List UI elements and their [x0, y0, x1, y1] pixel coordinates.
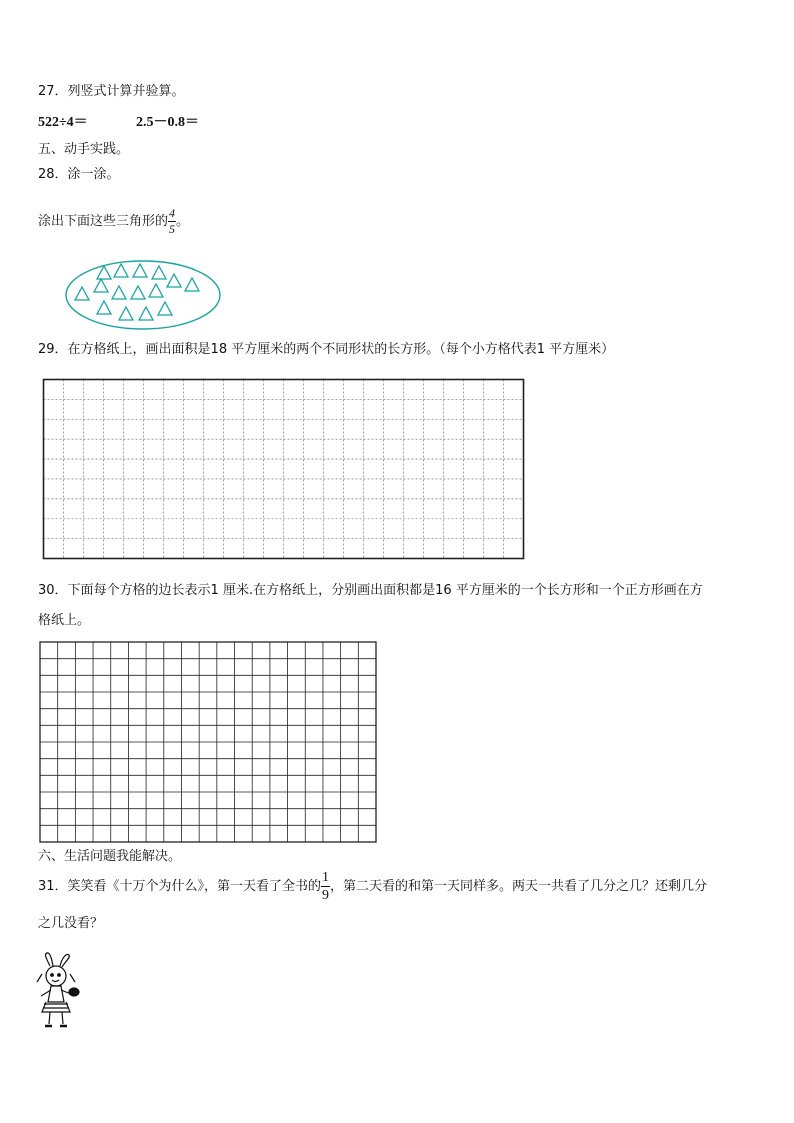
q28-instruction-prefix: 涂出下面这些三角形的 [38, 214, 169, 229]
bunny-ear-left [46, 953, 53, 966]
q27-title: 27．列竖式计算并验算。 [38, 84, 185, 99]
fraction-bar [321, 886, 330, 887]
q28-instruction [38, 206, 189, 238]
q31-fraction-denominator: 9 [322, 888, 330, 903]
q31-suffix: ，第二天看的和第一天同样多。两天一共看了几分之几？还剩几分 [330, 879, 708, 894]
triangle[interactable] [131, 286, 145, 299]
eye-right [58, 974, 61, 977]
triangle[interactable] [97, 266, 111, 279]
cartoon-girl-illustration [34, 952, 86, 1032]
held-ball [69, 988, 79, 996]
q30-title-line-2: 格纸上。 [38, 613, 91, 628]
section-6-title: 六、生活问题我能解决。 [38, 849, 182, 864]
triangle[interactable] [97, 301, 111, 314]
q28-fraction-denominator: 5 [169, 222, 176, 236]
q30-title-line-1: 30．下面每个方格的边长表示1 厘米.在方格纸上，分别画出面积都是16 平方厘米的一个长方形和一个正方形画在方 [38, 583, 703, 598]
skirt-pattern [43, 1004, 69, 1008]
triangle[interactable] [114, 264, 128, 277]
triangle[interactable] [112, 286, 126, 299]
triangle[interactable] [139, 307, 153, 320]
q27-expr-1: 522÷4＝ [38, 115, 88, 130]
q31-line-2: 之几没看？ [38, 916, 104, 931]
triangle[interactable] [94, 279, 108, 292]
q29-grid-paper[interactable] [42, 378, 525, 560]
triangle[interactable] [158, 302, 172, 315]
q28-fraction-numerator: 4 [169, 206, 176, 220]
smile [52, 980, 59, 982]
girl-legs [49, 1012, 63, 1024]
q31-fraction [321, 870, 330, 903]
q31-prefix: 31．笑笑看《十万个为什么》，第一天看了全书的 [38, 879, 322, 894]
section-5-title: 五、动手实践。 [38, 142, 130, 157]
eye-left [51, 974, 54, 977]
triangle[interactable] [152, 266, 166, 279]
triangle[interactable] [119, 307, 133, 320]
triangle[interactable] [167, 274, 181, 287]
girl-arms [41, 990, 71, 996]
triangle[interactable] [75, 287, 89, 300]
triangle[interactable] [149, 284, 163, 297]
triangle[interactable] [133, 264, 147, 277]
q28-title: 28．涂一涂。 [38, 167, 120, 182]
girl-body [48, 986, 64, 1002]
bunny-ear-right [60, 955, 69, 967]
triangle-oval-figure [64, 258, 224, 332]
hair-strands [37, 974, 75, 982]
q27-expr-2: 2.5－0.8＝ [136, 115, 199, 130]
triangle[interactable] [185, 278, 199, 291]
q28-fraction [168, 207, 176, 236]
girl-head [46, 966, 66, 986]
q31-line-1 [38, 870, 707, 904]
triangles-group [75, 264, 199, 320]
q31-fraction-numerator: 1 [322, 870, 330, 885]
q28-instruction-suffix: 。 [176, 214, 190, 229]
q29-title: 29．在方格纸上，画出面积是18 平方厘米的两个不同形状的长方形。（每个小方格代表1 平方厘米） [38, 342, 615, 357]
q30-grid-paper[interactable] [39, 641, 377, 843]
